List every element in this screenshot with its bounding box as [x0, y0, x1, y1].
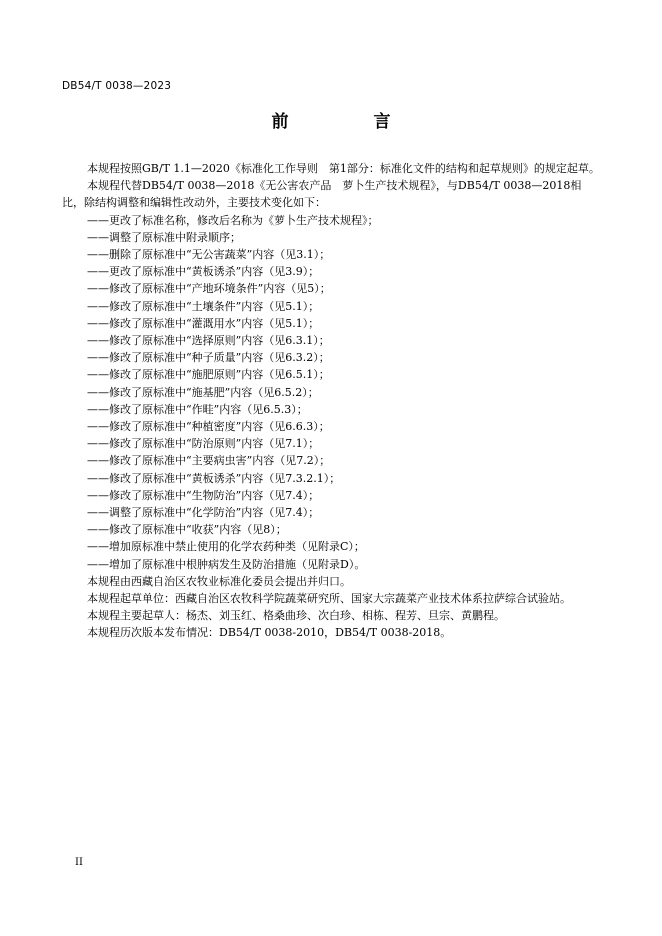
foreword-body [62, 160, 602, 642]
change-item: ——修改了原标准中“种植密度”内容（见6.6.3）； [87, 420, 330, 434]
change-item: ——修改了原标准中“作畦”内容（见6.5.3）； [87, 402, 308, 416]
change-item: ——修改了原标准中“生物防治”内容（见7.4）； [87, 488, 320, 502]
change-item: ——修改了原标准中“黄板诱杀”内容（见7.3.2.1）； [87, 471, 341, 485]
outro-paragraph: 本规程主要起草人：杨杰、刘玉红、格桑曲珍、次白珍、相栋、程芳、旦宗、黄鹏程。 [87, 609, 505, 623]
change-item: ——修改了原标准中“选择原则”内容（见6.3.1）； [87, 334, 330, 348]
outro-paragraph: 本规程由西藏自治区农牧业标准化委员会提出并归口。 [87, 574, 351, 588]
change-item: ——增加了原标准中根肿病发生及防治措施（见附录D）。 [87, 557, 366, 571]
change-item: ——更改了标准名称，修改后名称为《萝卜生产技术规程》； [87, 213, 379, 227]
change-item: ——调整了原标准中附录顺序； [87, 230, 241, 244]
intro-paragraph: 本规程按照GB/T 1.1—2020《标准化工作导则 第1部分：标准化文件的结构和起草规则》的规定起草。 [87, 162, 600, 175]
change-item: ——删除了原标准中“无公害蔬菜”内容（见3.1）； [87, 248, 331, 262]
change-item: ——修改了原标准中“灌溉用水”内容（见5.1）； [87, 316, 320, 330]
intro-paragraph: 本规程代替DB54/T 0038—2018《无公害农产品 萝卜生产技术规程》，与DB54/T 0038—2018相比，除结构调整和编辑性改动外，主要技术变化如下： [62, 179, 582, 210]
change-item: ——修改了原标准中“防治原则”内容（见7.1）； [87, 437, 320, 451]
change-item: ——调整了原标准中“化学防治”内容（见7.4）； [87, 506, 320, 520]
change-item: ——修改了原标准中“收获”内容（见8）； [87, 523, 287, 537]
outro-paragraph: 本规程历次版本发布情况：DB54/T 0038-2010，DB54/T 0038-2018。 [87, 626, 452, 640]
change-item: ——修改了原标准中“主要病虫害”内容（见7.2）； [87, 454, 331, 468]
change-item: ——修改了原标准中“土壤条件”内容（见5.1）； [87, 299, 320, 313]
change-item: ——修改了原标准中“产地环境条件”内容（见5）； [87, 282, 331, 296]
change-item: ——修改了原标准中“施肥原则”内容（见6.5.1）； [87, 368, 330, 382]
outro-paragraph: 本规程起草单位：西藏自治区农牧科学院蔬菜研究所、国家大宗蔬菜产业技术体系拉萨综合试验站。 [87, 592, 571, 606]
standard-code: DB54/T 0038—2023 [62, 80, 172, 92]
page-number: II [75, 857, 83, 868]
change-item: ——修改了原标准中“施基肥”内容（见6.5.2）； [87, 385, 319, 399]
page-title: 前 言 [271, 112, 425, 132]
change-item: ——更改了原标准中“黄板诱杀”内容（见3.9）； [87, 265, 320, 279]
change-item: ——修改了原标准中“种子质量”内容（见6.3.2）； [87, 351, 330, 365]
change-item: ——增加原标准中禁止使用的化学农药种类（见附录C）； [87, 540, 365, 554]
